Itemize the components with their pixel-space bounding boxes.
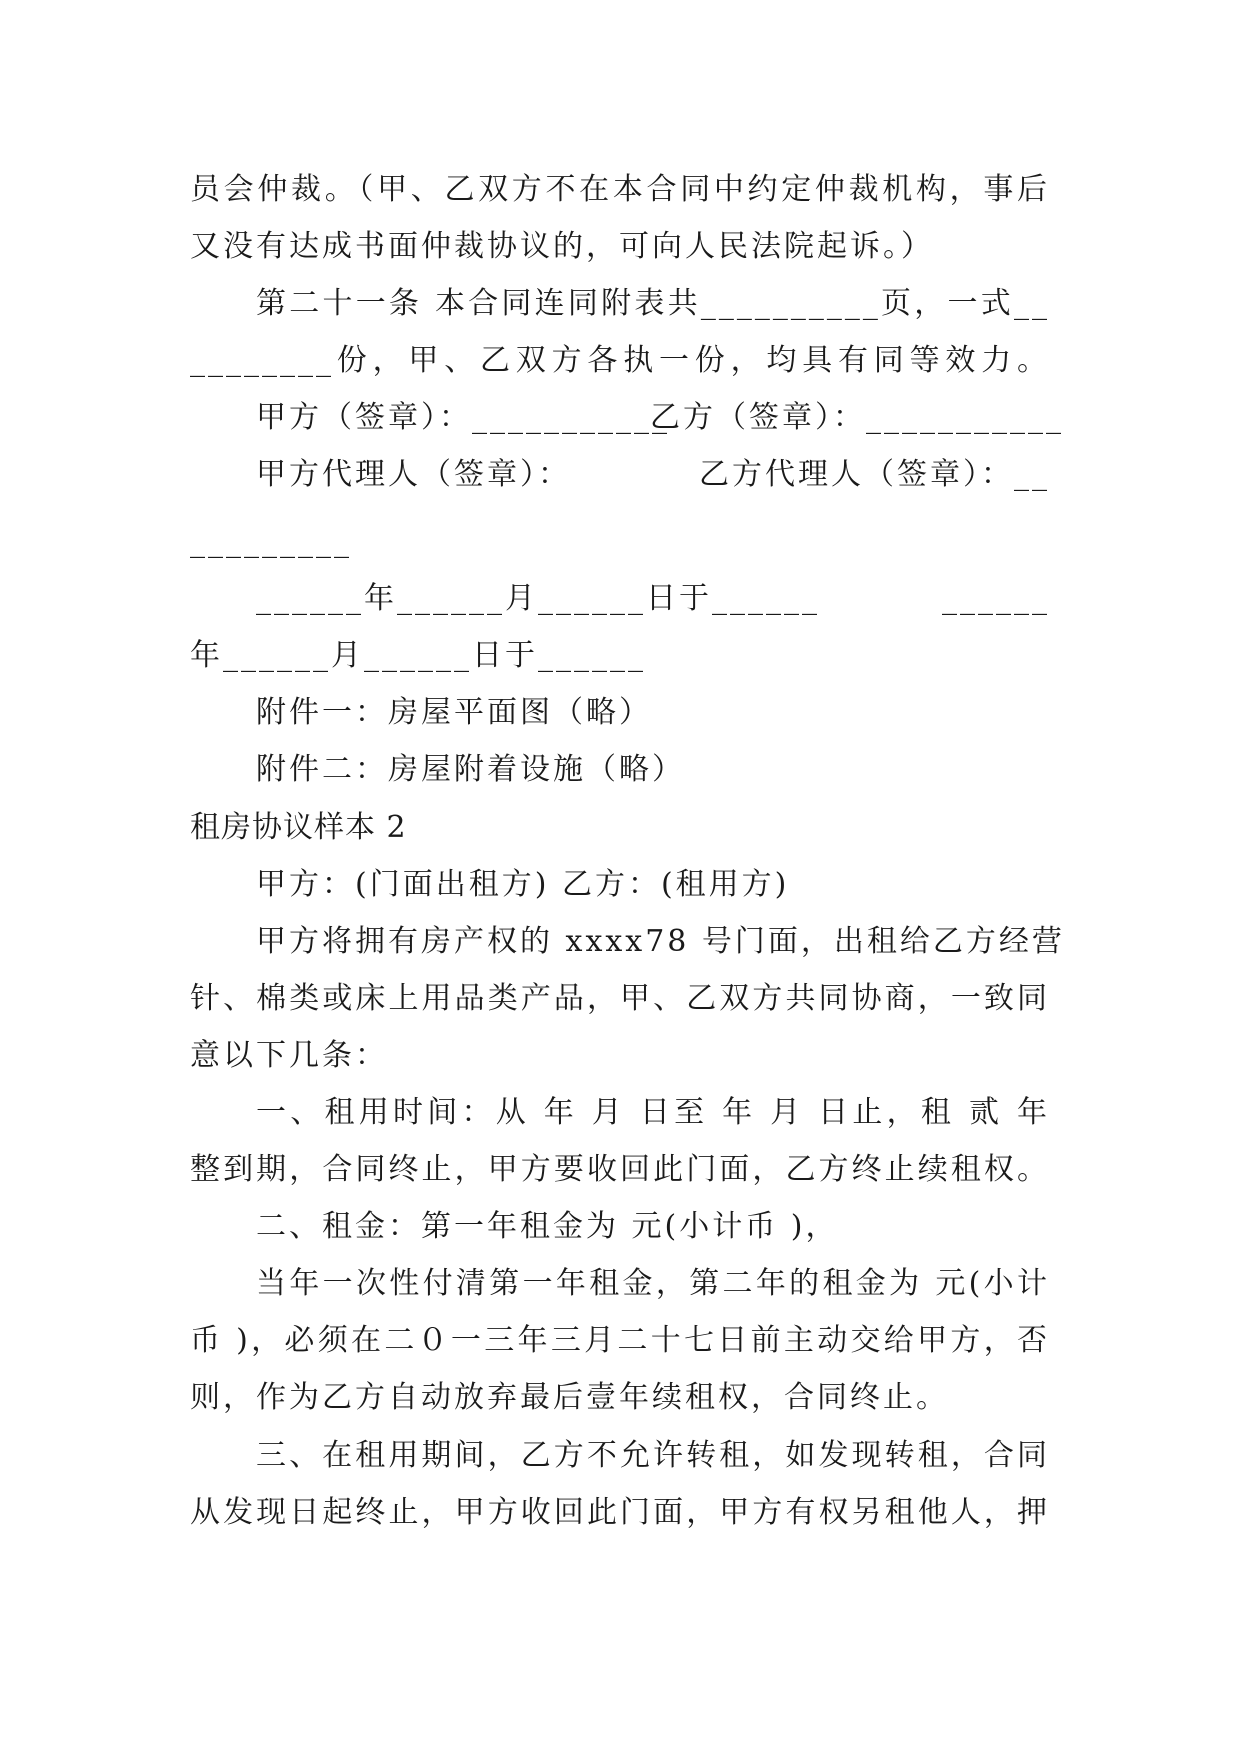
party-a-agent-signature: 甲方代理人（签章）： — [256, 457, 571, 492]
text-line: 针、棉类或床上用品类产品，甲、乙双方共同协商，一致同 — [190, 981, 1050, 1016]
text-line: 意以下几条： — [190, 1038, 388, 1073]
text-line: 甲方将拥有房产权的 xxxx78 号门面，出租给乙方经营 — [256, 924, 1065, 959]
text-line: 员会仲裁。（甲、乙双方不在本合同中约定仲裁机构，事后 — [190, 172, 1050, 207]
text-line: 从发现日起终止，甲方收回此门面，甲方有权另租他人，押 — [190, 1495, 1050, 1530]
text-line: 第二十一条 本合同连同附表共__________页，一式__ — [256, 286, 1050, 321]
text-line: 整到期，合同终止，甲方要收回此门面，乙方终止续租权。 — [190, 1152, 1050, 1187]
text-line: _________ — [190, 524, 352, 559]
text-line: 甲方：(门面出租方) 乙方：(租用方) — [256, 867, 790, 902]
text-line: ________份，甲、乙双方各执一份，均具有同等效力。 — [190, 343, 1050, 378]
text-line: 三、在租用期间，乙方不允许转租，如发现转租，合同 — [256, 1438, 1050, 1473]
section-heading: 租房协议样本 2 — [190, 810, 407, 845]
text-line: 一、租用时间：从 年 月 日至 年 月 日止，租 贰 年 — [256, 1095, 1050, 1130]
text-line: 二、租金：第一年租金为 元(小计币 )， — [256, 1209, 839, 1244]
party-a-date: ______年______月______日于______ — [256, 581, 820, 616]
party-b-date: ______ — [942, 581, 1050, 616]
text-line: 又没有达成书面仲裁协议的，可向人民法院起诉。） — [190, 229, 934, 264]
text-line: 则，作为乙方自动放弃最后壹年续租权，合同终止。 — [190, 1380, 949, 1415]
party-b-signature: 乙方（签章）：___________ — [650, 400, 1064, 435]
party-a-signature: 甲方（签章）：___________ — [256, 400, 670, 435]
text-line: 当年一次性付清第一年租金，第二年的租金为 元(小计 — [256, 1266, 1050, 1301]
text-line: 附件二：房屋附着设施（略） — [256, 752, 685, 787]
text-line: 币 )，必须在二０一三年三月二十七日前主动交给甲方，否 — [190, 1323, 1050, 1358]
party-b-agent-signature: 乙方代理人（签章）：__ — [699, 457, 1050, 492]
text-line: 年______月______日于______ — [190, 638, 646, 673]
text-line: 附件一：房屋平面图（略） — [256, 695, 652, 730]
